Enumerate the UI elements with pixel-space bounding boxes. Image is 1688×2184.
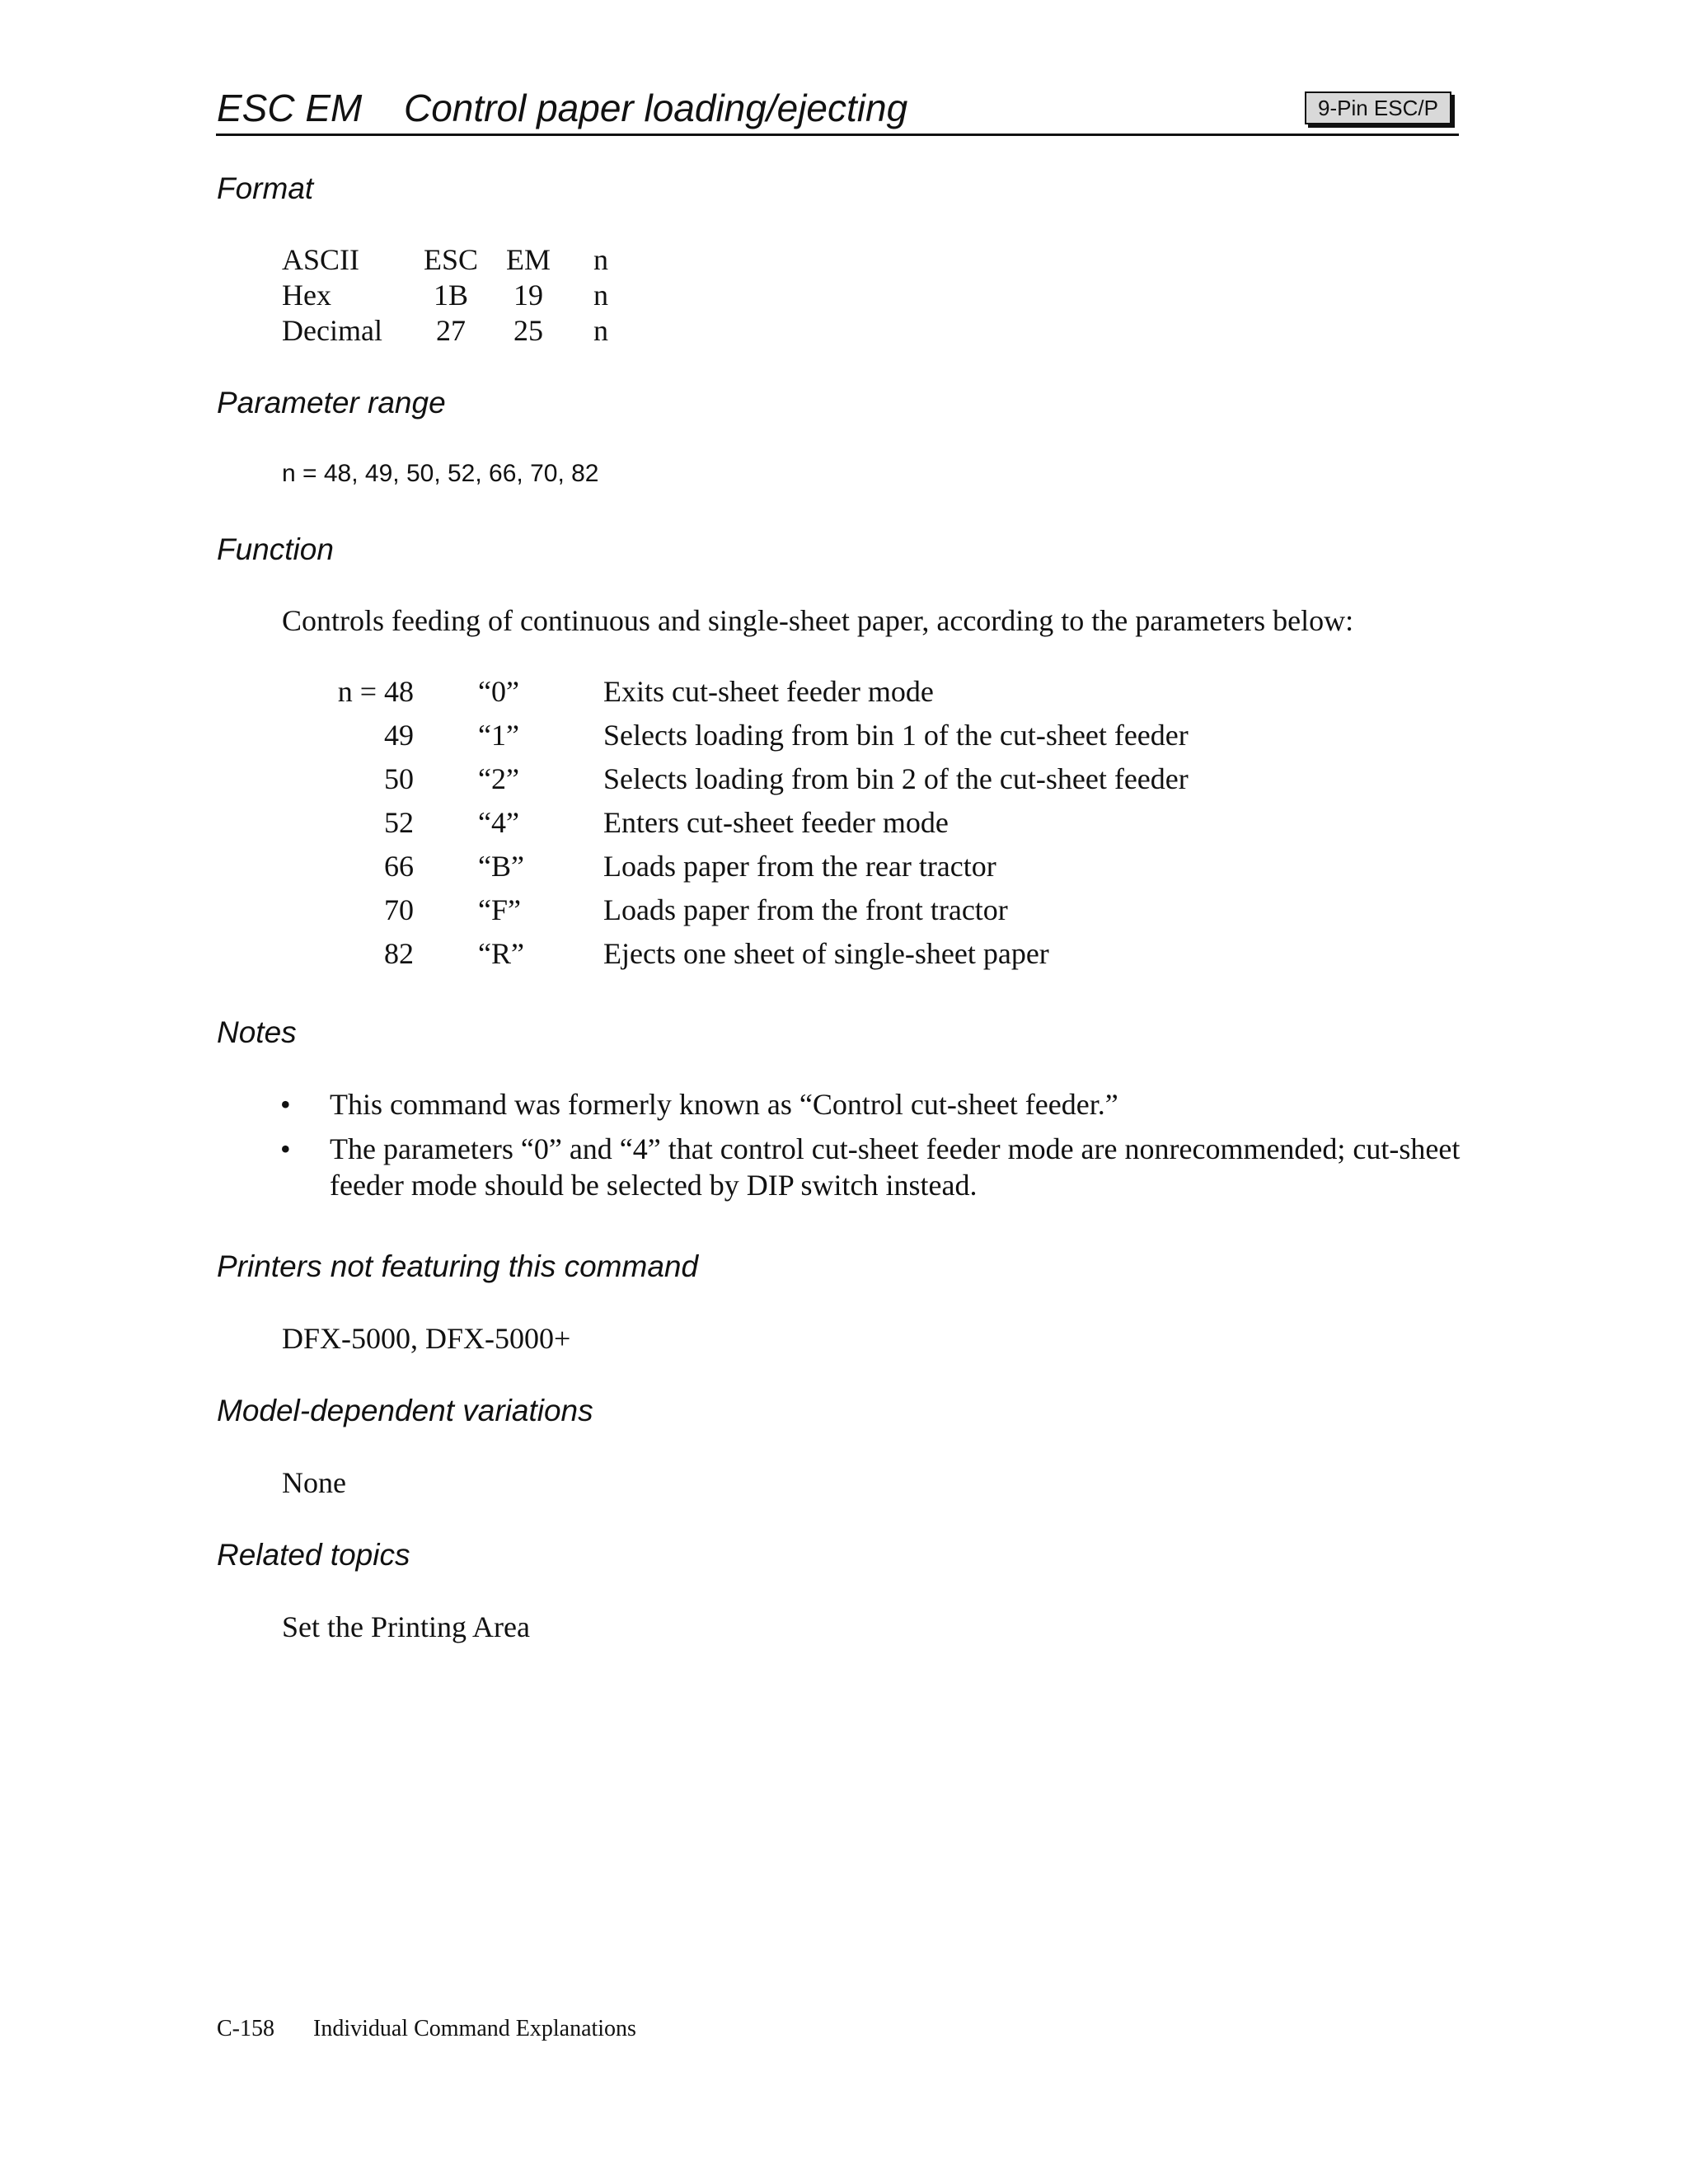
parameter-value: 82 [384, 937, 414, 970]
printers-not-featuring-heading: Printers not featuring this command [217, 1249, 699, 1283]
parameter-description: Selects loading from bin 2 of the cut-sheet feeder [603, 762, 1189, 795]
model-dependent-heading: Model-dependent variations [217, 1394, 593, 1427]
format-cell: ESC [423, 243, 479, 276]
parameter-value: 70 [384, 893, 414, 926]
bullet-icon: • [280, 1132, 291, 1165]
footer-section: Individual Command Explanations [313, 2016, 636, 2041]
parameter-char: “B” [478, 850, 524, 883]
format-cell: Hex [282, 279, 331, 312]
function-heading: Function [217, 532, 334, 566]
parameter-value: 50 [384, 762, 414, 795]
parameter-range-text: n = 48, 49, 50, 52, 66, 70, 82 [282, 460, 599, 487]
parameter-char: “R” [478, 937, 524, 970]
parameter-description: Ejects one sheet of single-sheet paper [603, 937, 1049, 970]
parameter-char: “0” [478, 675, 519, 708]
notes-heading: Notes [217, 1015, 297, 1049]
format-cell: ASCII [282, 243, 360, 276]
parameter-char: “1” [478, 719, 519, 752]
format-cell: 27 [436, 314, 466, 347]
format-cell: n [593, 314, 608, 347]
format-cell: Decimal [282, 314, 382, 347]
parameter-value: 49 [384, 719, 414, 752]
related-topics-heading: Related topics [217, 1538, 410, 1572]
model-dependent-text: None [282, 1466, 346, 1499]
command-name: ESC EM [217, 87, 363, 129]
parameter-char: “4” [478, 806, 519, 839]
parameter-description: Exits cut-sheet feeder mode [603, 675, 934, 708]
format-cell: 25 [513, 314, 543, 347]
parameter-value: n = 48 [337, 675, 414, 708]
header-rule [216, 134, 1459, 136]
parameter-description: Selects loading from bin 1 of the cut-sheet feeder [603, 719, 1189, 752]
parameter-value: 52 [384, 806, 414, 839]
parameter-range-heading: Parameter range [217, 386, 446, 419]
format-cell: EM [506, 243, 551, 276]
bullet-icon: • [280, 1088, 291, 1121]
page-number: C-158 [217, 2016, 274, 2041]
format-heading: Format [217, 171, 314, 205]
parameter-description: Loads paper from the front tractor [603, 893, 1008, 926]
parameter-char: “2” [478, 762, 519, 795]
format-cell: n [593, 279, 608, 312]
parameter-char: “F” [478, 893, 521, 926]
note-item: The parameters “0” and “4” that control cut-sheet feeder mode are nonrecommended; cut-sheet feeder mode should be selected by DIP switch instead. [330, 1132, 1461, 1202]
parameter-value: 66 [384, 850, 414, 883]
format-cell: n [593, 243, 608, 276]
function-intro: Controls feeding of continuous and single-sheet paper, according to the parameters below: [282, 604, 1354, 637]
parameter-description: Loads paper from the rear tractor [603, 850, 996, 883]
printer-type-badge: 9-Pin ESC/P [1305, 91, 1451, 124]
related-topic-link[interactable]: Set the Printing Area [282, 1610, 530, 1643]
note-item: This command was formerly known as “Control cut-sheet feeder.” [330, 1088, 1118, 1121]
format-cell: 19 [513, 279, 543, 312]
printers-not-featuring-text: DFX-5000, DFX-5000+ [282, 1322, 571, 1355]
parameter-description: Enters cut-sheet feeder mode [603, 806, 949, 839]
page-title: Control paper loading/ejecting [404, 87, 908, 129]
format-cell: 1B [433, 279, 468, 312]
